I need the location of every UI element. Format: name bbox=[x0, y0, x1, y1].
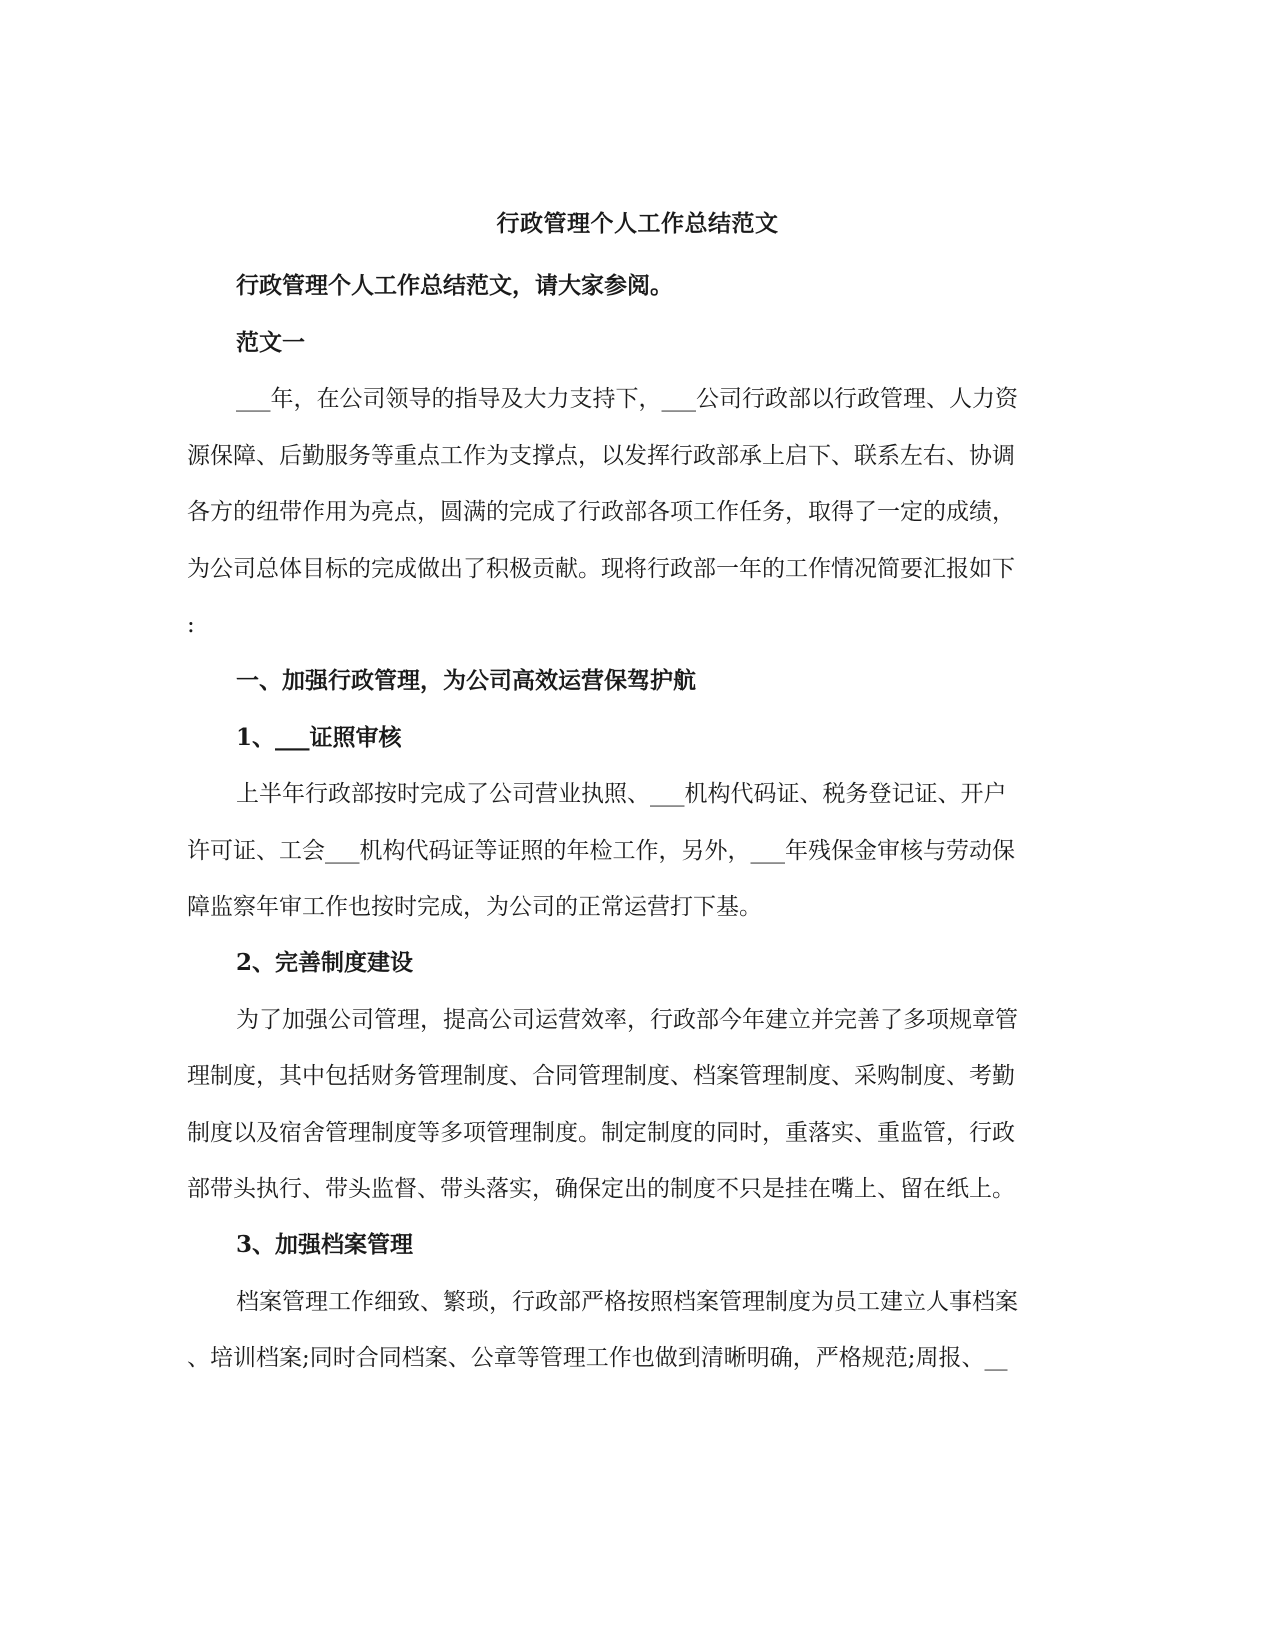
intro-line: 行政管理个人工作总结范文，请大家参阅。 bbox=[236, 272, 673, 299]
sub2-heading: 2、完善制度建设 bbox=[236, 949, 414, 976]
sub2-para-line: 理制度，其中包括财务管理制度、合同管理制度、档案管理制度、采购制度、考勤 bbox=[187, 1063, 1015, 1089]
para1-line: : bbox=[187, 612, 195, 638]
section1-heading: 一、加强行政管理，为公司高效运营保驾护航 bbox=[236, 667, 696, 694]
para1-line: 源保障、后勤服务等重点工作为支撑点，以发挥行政部承上启下、联系左右、协调 bbox=[187, 443, 1015, 469]
sub1-para-line: 许可证、工会___机构代码证等证照的年检工作，另外，___年残保金审核与劳动保 bbox=[187, 838, 1015, 864]
sub3-para-line: 档案管理工作细致、繁琐，行政部严格按照档案管理制度为员工建立人事档案 bbox=[236, 1289, 1018, 1315]
sub1-para-line: 上半年行政部按时完成了公司营业执照、___机构代码证、税务登记证、开户 bbox=[236, 781, 1007, 807]
para1-line: ___年，在公司领导的指导及大力支持下，___公司行政部以行政管理、人力资 bbox=[236, 386, 1018, 412]
sub3-heading: 3、加强档案管理 bbox=[236, 1231, 414, 1258]
document-title: 行政管理个人工作总结范文 bbox=[496, 210, 779, 237]
sub1-para-line: 障监察年审工作也按时完成，为公司的正常运营打下基。 bbox=[187, 894, 762, 920]
para1-line: 为公司总体目标的完成做出了积极贡献。现将行政部一年的工作情况简要汇报如下 bbox=[187, 556, 1015, 582]
sub3-para-line: 、培训档案;同时合同档案、公章等管理工作也做到清晰明确，严格规范;周报、__ bbox=[187, 1345, 1008, 1371]
sub2-para-line: 制度以及宿舍管理制度等多项管理制度。制定制度的同时，重落实、重监管，行政 bbox=[187, 1120, 1015, 1146]
sub2-para-line: 部带头执行、带头监督、带头落实，确保定出的制度不只是挂在嘴上、留在纸上。 bbox=[187, 1176, 1015, 1202]
para1-line: 各方的纽带作用为亮点，圆满的完成了行政部各项工作任务，取得了一定的成绩， bbox=[187, 499, 1015, 525]
sample-label: 范文一 bbox=[236, 329, 305, 356]
sub2-para-line: 为了加强公司管理，提高公司运营效率，行政部今年建立并完善了多项规章管 bbox=[236, 1007, 1018, 1033]
sub1-heading: 1、___证照审核 bbox=[236, 724, 402, 751]
